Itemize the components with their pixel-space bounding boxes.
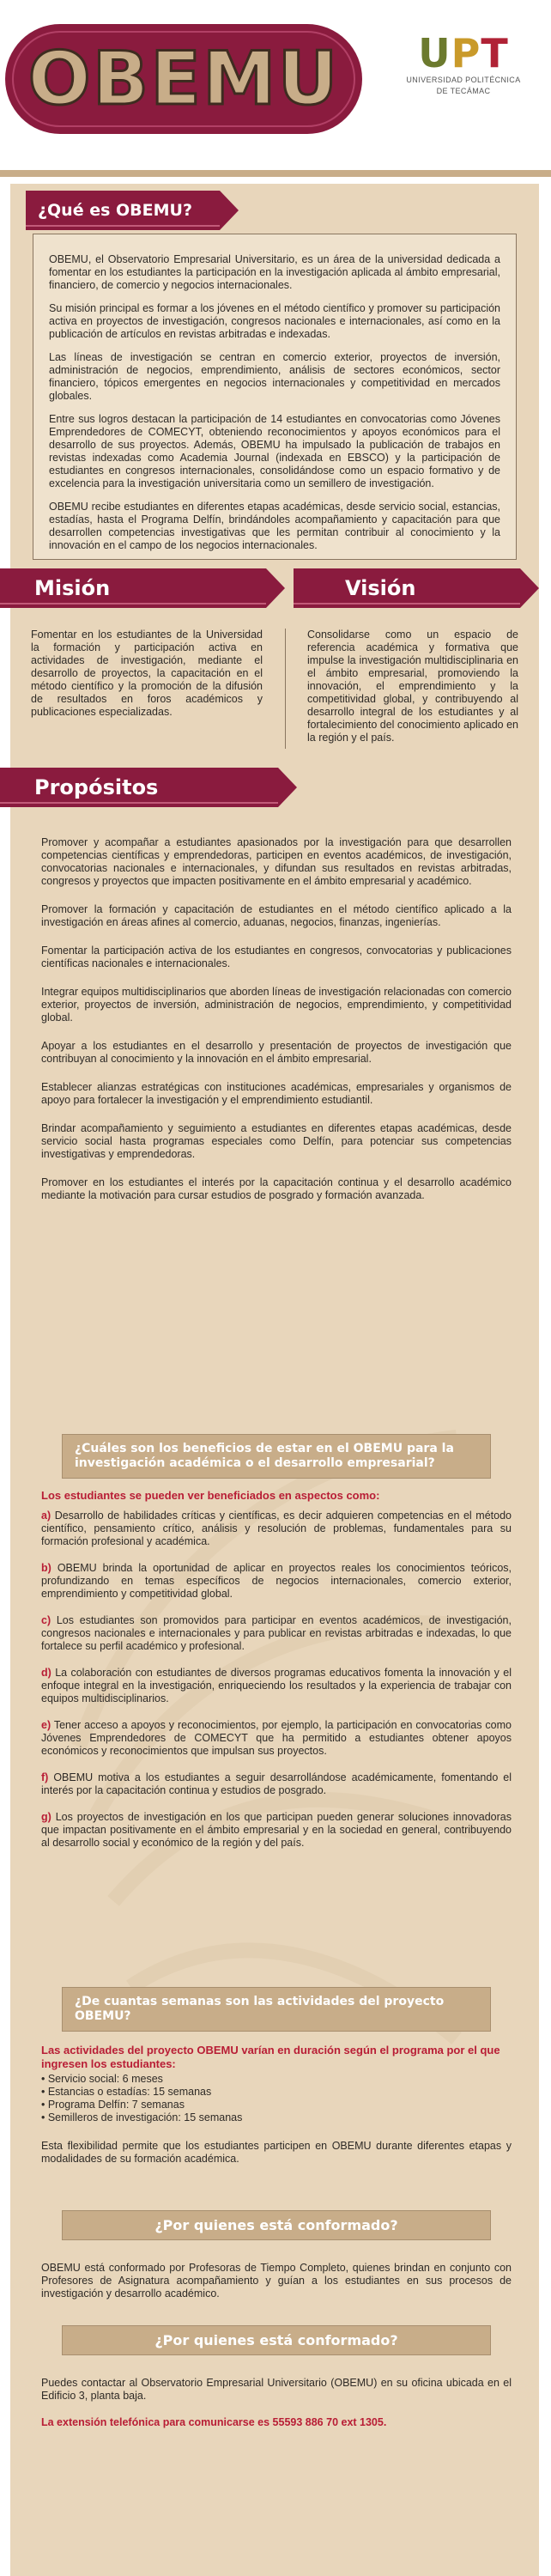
upt-mark: UPT (418, 30, 509, 76)
mision-text: Fomentar en los estudiantes de la Universidad la formación y participación activa en actividades de investigación, mediante el desarrollo de proyectos, la capacitación en el método científico y la promoción de la difusión de resultados en foros académicos y publicaciones especializadas. (31, 629, 263, 718)
beneficios-question: ¿Cuáles son los beneficios de estar en el OBEMU para la investigación académica o el desarrollo empresarial? (62, 1434, 491, 1479)
list-item: • Servicio social: 6 meses (41, 2073, 163, 2085)
que-es-ribbon (26, 191, 220, 230)
university-name-line2: DE TECÁMAC (436, 87, 491, 95)
beneficios-section (41, 1489, 512, 1863)
beneficio-item: f) OBEMU motiva a los estudiantes a seguir desarrollándose académicamente, fomentando el interés por la capacitación continua y estudios de posgrado. (41, 1771, 512, 1796)
semanas-closing: Esta flexibilidad permite que los estudiantes participen en OBEMU durante diferentes etapas y modalidades de su formación académica. (41, 2140, 512, 2165)
proposito-item: Promover en los estudiantes el interés por la capacitación continua y el desarrollo académico mediante la motivación para cursar estudios de posgrado y formación avanzada. (41, 1176, 512, 1201)
vision-title: Visión (345, 576, 416, 600)
vision-ribbon (294, 568, 520, 608)
paragraph: OBEMU recibe estudiantes en diferentes etapas académicas, desde servicio social, estancias, estadías, hasta el Programa Delfín, brindándoles acompañamiento y capacitación para que desarrollen competencias investigativas que les permitan contribuir al conocimiento y la innovación en el campo de los negocios internacionales. (49, 501, 500, 551)
proposito-item: Brindar acompañamiento y seguimiento a estudiantes en diferentes etapas académicas, desde servicio social hasta programas especiales como Delfín, para potenciar sus competencias investigativas y emprendedoras. (41, 1122, 512, 1160)
list-item: • Semilleros de investigación: 15 semanas (41, 2111, 243, 2123)
contacto-section (41, 2377, 512, 2428)
proposito-item: Apoyar a los estudiantes en el desarrollo y presentación de proyectos de investigación que contribuyan al conocimiento y la innovación en el ámbito empresarial. (41, 1040, 512, 1065)
contacto-question: ¿Por quienes está conformado? (62, 2325, 491, 2355)
conformado-question: ¿Por quienes está conformado? (62, 2210, 491, 2240)
que-es-text (49, 253, 500, 552)
mision-title: Misión (34, 576, 111, 600)
mision-vision-columns (10, 629, 539, 757)
propositos-ribbon (0, 768, 278, 807)
divider (0, 170, 551, 177)
vision-text: Consolidarse como un espacio de referencia académica y formativa que impulse la investigación multidisciplinaria en el ámbito empresarial, promoviendo la innovación, el emprendimiento y la competitividad global, y contribuyendo al desarrollo integral de los estudiantes y al fortalecimiento del conocimiento aplicado en la región y el país. (307, 629, 518, 744)
university-name-line1: UNIVERSIDAD POLITÉCNICA (406, 76, 521, 84)
proposito-item: Establecer alianzas estratégicas con instituciones académicas, empresariales y organismos de apoyo para fortalecer la investigación y el emprendimiento estudiantil. (41, 1081, 512, 1106)
header (0, 0, 551, 163)
obemu-logo (5, 24, 362, 134)
list-item: • Programa Delfín: 7 semanas (41, 2099, 185, 2111)
paragraph: Su misión principal es formar a los jóvenes en el método científico y promover su participación activa en proyectos de investigación, congresos nacionales e internacionales, así como en la publicación de artículos en revistas arbitradas e indexadas. (49, 302, 500, 340)
conformado-text: OBEMU está conformado por Profesoras de Tiempo Completo, quienes brindan en conjunto con Profesores de Asignatura acompañamiento y guían a los estudiantes en sus procesos de investigación y desarrollo académico. (41, 2262, 512, 2300)
paragraph: Las líneas de investigación se centran en comercio exterior, proyectos de inversión, administración de negocios, emprendimiento, análisis de sectores económicos, sector financiero, tópicos emergentes en negocios internacionales y competitividad en mercados globales. (49, 351, 500, 402)
mision-ribbon (0, 568, 266, 608)
content-panel (10, 184, 539, 2576)
paragraph: Entre sus logros destacan la participación de 14 estudiantes en convocatorias como Jóvenes Emprendedores de COMECYT, obteniendo reconocimientos y apoyos económicos para el desarrollo de sus proyectos. Además, OBEMU ha impulsado la publicación de trabajos en revistas indexadas como Academia Journal (indexada en EBSCO) y la participación de estudiantes en congresos internacionales, consolidándose como un espacio formativo y de excelencia para la investigación universitaria como un semillero de investigación. (49, 413, 500, 489)
semanas-lead: Las actividades del proyecto OBEMU varían en duración según el programa por el que ingresen los estudiantes: (41, 2044, 500, 2070)
beneficio-item: d) La colaboración con estudiantes de diversos programas educativos fomenta la innovación y el enfoque integral en la investigación, enriqueciendo los resultados y la experiencia de trabajar con equipos multidisciplinarios. (41, 1667, 512, 1704)
paragraph: OBEMU, el Observatorio Empresarial Universitario, es un área de la universidad dedicada a fomentar en los estudiantes la participación en la investigación aplicada al ámbito empresarial, financiero, de comercio y negocios internacionales. (49, 253, 500, 291)
proposito-item: Promover y acompañar a estudiantes apasionados por la investigación para que desarrollen competencias científicas y emprendedoras, participen en eventos académicos, de investigación, convocatorias nacionales e internacionales, y difundan sus resultados en revistas arbitradas, congresos y proyectos que impacten positivamente en el ámbito empresarial y académico. (41, 836, 512, 887)
list-item: • Estancias o estadías: 15 semanas (41, 2086, 212, 2098)
column-divider (285, 629, 286, 749)
university-logo (395, 30, 532, 118)
beneficio-item: e) Tener acceso a apoyos y reconocimientos, por ejemplo, la participación en convocatorias como Jóvenes Emprendedores de COMECYT que ha permitido a estudiantes obtener apoyos económicos y reconocimientos que impulsan sus proyectos. (41, 1719, 512, 1757)
beneficio-item: b) OBEMU brinda la oportunidad de aplicar en proyectos reales los conocimientos teóricos, profundizando en temas específicos de negocios internacionales, comercio exterior, emprendimiento y competitividad global. (41, 1562, 512, 1600)
proposito-item: Fomentar la participación activa de los estudiantes en congresos, convocatorias y publicaciones científicas nacionales e internacionales. (41, 945, 512, 969)
semanas-section (41, 2044, 512, 2166)
proposito-item: Integrar equipos multidisciplinarios que aborden líneas de investigación relacionadas con comercio exterior, proyectos de inversión, administración de negocios, emprendimiento, y competitividad global. (41, 986, 512, 1024)
beneficio-item: a) Desarrollo de habilidades críticas y científicas, es decir adquieren competencias en el método científico, pensamiento crítico, análisis y resolución de problemas, fundamentales para su formación profesional y académica. (41, 1510, 512, 1547)
semanas-question: ¿De cuantas semanas son las actividades del proyecto OBEMU? (62, 1987, 491, 2032)
semanas-list (41, 2073, 512, 2124)
contacto-phone: La extensión telefónica para comunicarse es 55593 886 70 ext 1305. (41, 2416, 387, 2428)
que-es-title: ¿Qué es OBEMU? (38, 201, 192, 220)
beneficio-item: c) Los estudiantes son promovidos para participar en eventos académicos, de investigación, congresos nacionales e internacionales y para publicar en revistas arbitradas e indexadas, lo que fortalece su perfil académico y profesional. (41, 1614, 512, 1652)
beneficios-list (41, 1510, 512, 1850)
logo-text: OBEMU (27, 36, 340, 122)
beneficios-lead: Los estudiantes se pueden ver beneficiados en aspectos como: (41, 1489, 380, 1502)
contacto-text: Puedes contactar al Observatorio Empresarial Universitario (OBEMU) en su oficina ubicada en el Edificio 3, planta baja. (41, 2377, 512, 2402)
propositos-title: Propósitos (34, 775, 159, 799)
propositos-list (41, 836, 512, 1218)
beneficio-item: g) Los proyectos de investigación en los que participan pueden generar soluciones innovadoras que impactan positivamente en el ámbito empresarial y en la sociedad en general, contribuyendo al desarrollo social y económico de la región y del país. (41, 1811, 512, 1849)
proposito-item: Promover la formación y capacitación de estudiantes en el método científico aplicado a la investigación en áreas afines al comercio, aduanas, negocios, finanzas, ingenierías. (41, 903, 512, 928)
que-es-box (33, 234, 517, 560)
